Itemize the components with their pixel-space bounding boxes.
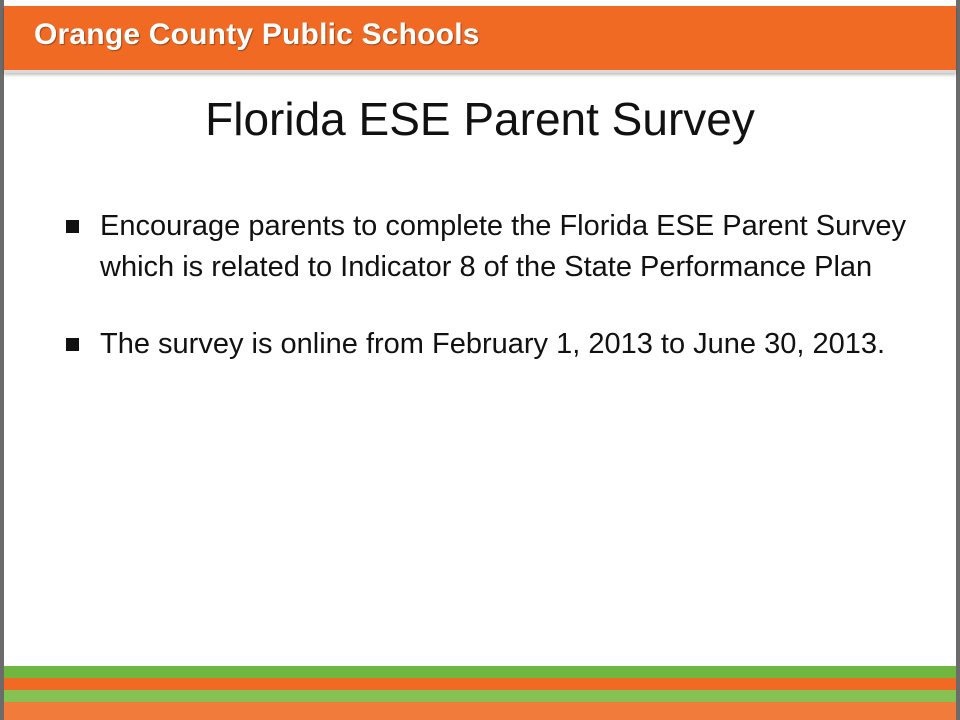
bullet-text: The survey is online from February 1, 2013 to June 30, 2013. <box>100 328 886 360</box>
square-bullet-icon <box>66 220 79 233</box>
square-bullet-icon <box>66 338 79 351</box>
bullet-list <box>64 206 924 401</box>
slide-title: Florida ESE Parent Survey <box>205 93 755 145</box>
bullet-text: Encourage parents to complete the Florida ESE Parent Survey which is related to Indicator 8 of the State Performance Plan <box>100 210 906 283</box>
bullet-item <box>64 206 924 288</box>
footer-stripe-green <box>4 666 956 678</box>
footer-stripe-green-light <box>4 690 956 702</box>
footer-stripe-orange <box>4 678 956 690</box>
header-bar <box>4 6 956 73</box>
organization-name: Orange County Public Schools <box>34 18 480 51</box>
bullet-item <box>64 324 924 365</box>
footer-base <box>4 702 956 720</box>
